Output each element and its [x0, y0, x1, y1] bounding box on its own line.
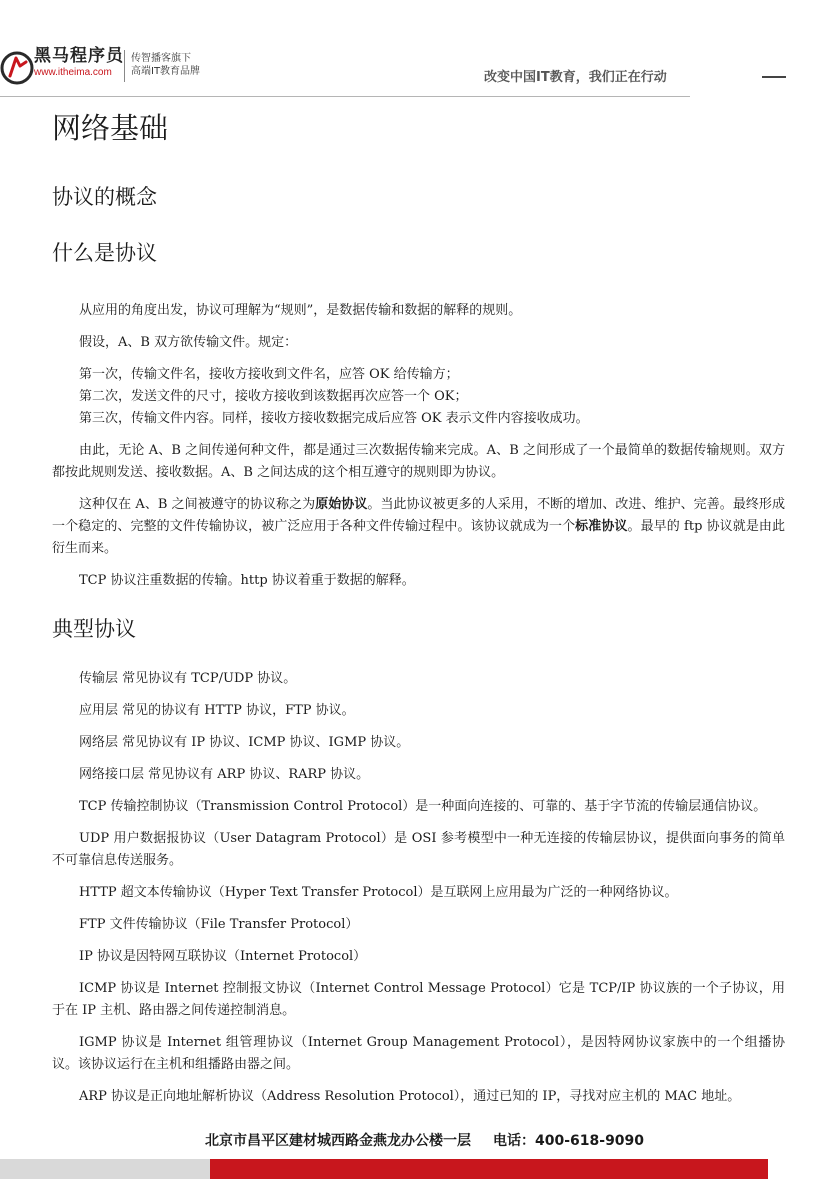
paragraph: 传输层 常见协议有 TCP/UDP 协议。 — [79, 671, 297, 686]
tagline-line-1: 传智播客旗下 — [131, 53, 191, 64]
paragraph: 第二次，发送文件的尺寸，接收方接收到该数据再次应答一个 OK； — [79, 389, 468, 404]
page-header — [0, 0, 834, 100]
footer-contact — [205, 1130, 644, 1150]
page-title: 网络基础 — [52, 111, 169, 145]
document-body — [52, 108, 785, 1118]
paragraph: 从应用的角度出发，协议可理解为“规则”，是数据传输和数据的解释的规则。 — [79, 303, 522, 318]
section-heading-what-is-protocol: 什么是协议 — [52, 241, 157, 265]
paragraph: 网络层 常见协议有 IP 协议、ICMP 协议、IGMP 协议。 — [79, 735, 410, 750]
brand-divider — [124, 50, 125, 82]
paragraph: ARP 协议是正向地址解析协议（Address Resolution Protocol），通过已知的 IP，寻找对应主机的 MAC 地址。 — [79, 1089, 741, 1104]
brand-tagline — [131, 52, 200, 78]
paragraph: 由此，无论 A、B 之间传递何种文件，都是通过三次数据传输来完成。A、B 之间形成了一个最简单的数据传输规则。双方都按此规则发送、接收数据。A、B 之间达成的这个相互遵守的规则即为协议。 — [52, 443, 785, 480]
paragraph: UDP 用户数据报协议（User Datagram Protocol）是 OSI 参考模型中一种无连接的传输层协议，提供面向事务的简单不可靠信息传送服务。 — [52, 831, 785, 868]
header-divider — [0, 96, 690, 97]
section-heading-typical-protocols: 典型协议 — [52, 617, 136, 641]
footer-address: 北京市昌平区建材城西路金燕龙办公楼一层 — [205, 1133, 471, 1149]
section-heading-protocol-concept: 协议的概念 — [52, 185, 157, 209]
bold-term: 原始协议 — [315, 497, 368, 512]
text-span: 这种仅在 A、B 之间被遵守的协议称之为 — [79, 497, 316, 512]
bold-term: 标准协议 — [575, 519, 628, 534]
tagline-line-2: 高端IT教育品牌 — [131, 66, 201, 77]
paragraph: IP 协议是因特网互联协议（Internet Protocol） — [79, 949, 367, 964]
paragraph-original-protocol — [52, 494, 785, 560]
paragraph: FTP 文件传输协议（File Transfer Protocol） — [79, 917, 359, 932]
brand-block — [34, 46, 124, 79]
header-slogan: 改变中国IT教育，我们正在行动 — [484, 70, 667, 85]
paragraph: 网络接口层 常见协议有 ARP 协议、RARP 协议。 — [79, 767, 370, 782]
header-dash — [762, 76, 786, 78]
paragraph: 应用层 常见的协议有 HTTP 协议，FTP 协议。 — [79, 703, 355, 718]
paragraph: TCP 传输控制协议（Transmission Control Protocol）是一种面向连接的、可靠的、基于字节流的传输层通信协议。 — [79, 799, 767, 814]
paragraph: TCP 协议注重数据的传输。http 协议着重于数据的解释。 — [79, 573, 415, 588]
paragraph: 假设，A、B 双方欲传输文件。规定： — [79, 335, 298, 350]
footer-accent-bar — [210, 1159, 768, 1179]
paragraph: HTTP 超文本传输协议（Hyper Text Transfer Protocol）是互联网上应用最为广泛的一种网络协议。 — [79, 885, 678, 900]
paragraph: 第三次，传输文件内容。同样，接收方接收数据完成后应答 OK 表示文件内容接收成功。 — [79, 411, 589, 426]
paragraph: ICMP 协议是 Internet 控制报文协议（Internet Control Message Protocol）它是 TCP/IP 协议族的一个子协议，用于在 IP 主机、路由器之间传递控制消息。 — [52, 981, 785, 1018]
footer-phone: 电话：400-618-9090 — [493, 1133, 645, 1149]
paragraph: 第一次，传输文件名，接收方接收到文件名，应答 OK 给传输方； — [79, 367, 459, 382]
brand-url: www.itheima.com — [34, 67, 112, 78]
text-span: 。最早的 ftp 协议就是由此衍生而来。 — [52, 519, 785, 556]
text-span: 。当此协议被更多的人采用，不断的增加、改进、维护、完善。最终形成一个稳定的、完整的文件传输协议，被广泛应用于各种文件传输过程中。该协议就成为一个 — [52, 497, 785, 534]
brand-name: 黑马程序员 — [34, 46, 124, 66]
paragraph: IGMP 协议是 Internet 组管理协议（Internet Group Management Protocol），是因特网协议家族中的一个组播协议。该协议运行在主机和组播路由器之间。 — [52, 1035, 785, 1072]
horse-logo-icon — [0, 48, 34, 88]
